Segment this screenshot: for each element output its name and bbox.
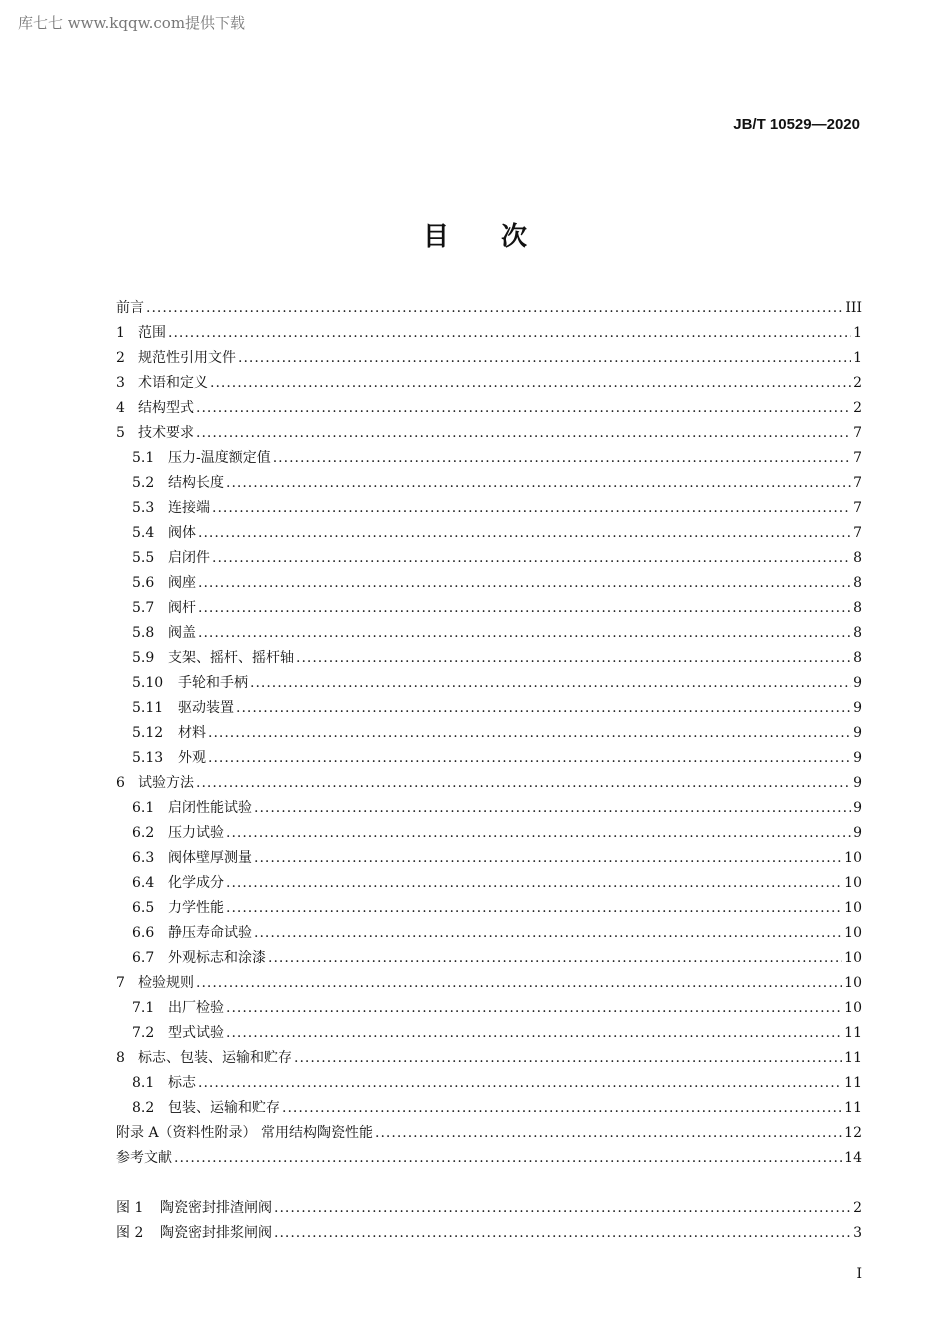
leader-dots: [198, 1071, 842, 1096]
leader-dots: [174, 1146, 842, 1171]
leader-dots: [196, 971, 842, 996]
entry-label: 阀盖: [168, 625, 196, 641]
entry-label: 范围: [138, 325, 166, 341]
entry-page-number: 7: [853, 425, 862, 441]
entry-label: 参考文献: [116, 1150, 172, 1166]
entry-page-number: 10: [844, 925, 862, 941]
entry-page-number: 10: [844, 875, 862, 891]
entry-label: 外观标志和涂漆: [168, 950, 266, 966]
table-of-contents: [116, 296, 862, 1171]
toc-entry[interactable]: [116, 896, 862, 921]
leader-dots: [146, 296, 843, 321]
entry-page-number: 11: [844, 1075, 862, 1091]
entry-number: 5.7: [132, 600, 155, 616]
leader-dots: [274, 1196, 851, 1221]
figure-entry[interactable]: [116, 1196, 862, 1221]
entry-page-number: 10: [844, 1000, 862, 1016]
entry-number: 6: [116, 775, 125, 791]
watermark-text: 库七七 www.kqqw.com提供下载: [18, 14, 246, 32]
entry-page-number: 10: [844, 850, 862, 866]
leader-dots: [226, 896, 842, 921]
toc-entry[interactable]: [116, 471, 862, 496]
toc-entry[interactable]: [116, 396, 862, 421]
entry-number: 5.2: [132, 475, 155, 491]
entry-label: 陶瓷密封排浆闸阀: [160, 1225, 272, 1241]
toc-entry[interactable]: [116, 546, 862, 571]
entry-number: 8.2: [132, 1100, 155, 1116]
entry-page-number: III: [845, 300, 862, 316]
entry-page-number: 9: [853, 775, 862, 791]
entry-page-number: 9: [853, 750, 862, 766]
entry-page-number: 11: [844, 1050, 862, 1066]
entry-number: 5.12: [132, 725, 164, 741]
entry-page-number: 9: [853, 800, 862, 816]
entry-page-number: 8: [853, 600, 862, 616]
toc-entry[interactable]: [116, 821, 862, 846]
entry-number: 4: [116, 400, 125, 416]
entry-number: 5.13: [132, 750, 164, 766]
entry-label: 阀座: [168, 575, 196, 591]
toc-entry[interactable]: [116, 496, 862, 521]
entry-page-number: 9: [853, 675, 862, 691]
entry-page-number: 11: [844, 1025, 862, 1041]
leader-dots: [274, 1221, 851, 1246]
toc-entry[interactable]: [116, 1146, 862, 1171]
toc-entry[interactable]: [116, 721, 862, 746]
entry-number: 2: [116, 350, 125, 366]
toc-entry[interactable]: [116, 771, 862, 796]
entry-label: 标志、包装、运输和贮存: [138, 1050, 292, 1066]
entry-number: 6.6: [132, 925, 155, 941]
entry-label: 压力试验: [168, 825, 224, 841]
toc-entry[interactable]: [116, 796, 862, 821]
toc-entry[interactable]: [116, 521, 862, 546]
toc-entry[interactable]: [116, 1121, 862, 1146]
entry-number: 5.3: [132, 500, 155, 516]
entry-label: 启闭性能试验: [168, 800, 252, 816]
entry-label: 前言: [116, 300, 144, 316]
leader-dots: [238, 346, 851, 371]
entry-page-number: 8: [853, 625, 862, 641]
entry-number: 7: [116, 975, 125, 991]
entry-page-number: 7: [853, 525, 862, 541]
entry-label: 外观: [178, 750, 206, 766]
entry-label: 阀体壁厚测量: [168, 850, 252, 866]
leader-dots: [198, 596, 851, 621]
leader-dots: [268, 946, 842, 971]
entry-label: 化学成分: [168, 875, 224, 891]
entry-label: 结构长度: [168, 475, 224, 491]
leader-dots: [198, 521, 851, 546]
entry-page-number: 9: [853, 725, 862, 741]
leader-dots: [226, 471, 851, 496]
leader-dots: [212, 496, 851, 521]
leader-dots: [196, 771, 851, 796]
entry-label: 陶瓷密封排渣闸阀: [160, 1200, 272, 1216]
toc-entry[interactable]: [116, 871, 862, 896]
entry-number: 图 1: [116, 1200, 144, 1216]
entry-page-number: 10: [844, 975, 862, 991]
entry-number: 6.3: [132, 850, 155, 866]
document-number: JB/T 10529—2020: [733, 116, 860, 133]
entry-number: 1: [116, 325, 125, 341]
leader-dots: [198, 571, 851, 596]
leader-dots: [198, 621, 851, 646]
entry-number: 7.2: [132, 1025, 155, 1041]
entry-page-number: 11: [844, 1100, 862, 1116]
entry-number: 6.1: [132, 800, 155, 816]
entry-label: 试验方法: [138, 775, 194, 791]
toc-entry[interactable]: [116, 1046, 862, 1071]
toc-entry[interactable]: [116, 1071, 862, 1096]
leader-dots: [208, 721, 851, 746]
toc-entry[interactable]: [116, 746, 862, 771]
toc-entry[interactable]: [116, 321, 862, 346]
entry-label: 附录 A（资料性附录） 常用结构陶瓷性能: [116, 1125, 374, 1141]
leader-dots: [210, 371, 851, 396]
toc-entry[interactable]: [116, 1021, 862, 1046]
toc-entry[interactable]: [116, 421, 862, 446]
entry-label: 型式试验: [168, 1025, 224, 1041]
toc-entry[interactable]: [116, 371, 862, 396]
leader-dots: [254, 921, 842, 946]
entry-number: 5: [116, 425, 125, 441]
entry-page-number: 8: [853, 650, 862, 666]
entry-page-number: 14: [844, 1150, 862, 1166]
entry-page-number: 9: [853, 700, 862, 716]
leader-dots: [375, 1121, 842, 1146]
entry-page-number: 2: [853, 375, 862, 391]
entry-page-number: 2: [853, 1200, 862, 1216]
entry-label: 结构型式: [138, 400, 194, 416]
leader-dots: [168, 321, 851, 346]
entry-page-number: 7: [853, 450, 862, 466]
entry-number: 5.5: [132, 550, 155, 566]
leader-dots: [250, 671, 851, 696]
entry-number: 6.5: [132, 900, 155, 916]
leader-dots: [226, 821, 851, 846]
leader-dots: [226, 996, 842, 1021]
entry-page-number: 12: [844, 1125, 862, 1141]
entry-number: 6.2: [132, 825, 155, 841]
page-title: 目次: [422, 222, 579, 252]
toc-entry[interactable]: [116, 296, 862, 321]
leader-dots: [226, 871, 842, 896]
leader-dots: [226, 1021, 842, 1046]
leader-dots: [296, 646, 851, 671]
toc-entry[interactable]: [116, 671, 862, 696]
entry-number: 5.6: [132, 575, 155, 591]
entry-page-number: 1: [853, 325, 862, 341]
entry-label: 包装、运输和贮存: [168, 1100, 280, 1116]
entry-label: 手轮和手柄: [178, 675, 248, 691]
entry-label: 静压寿命试验: [168, 925, 252, 941]
toc-entry[interactable]: [116, 846, 862, 871]
entry-number: 8: [116, 1050, 125, 1066]
leader-dots: [282, 1096, 842, 1121]
figure-list: [116, 1196, 862, 1246]
leader-dots: [196, 421, 851, 446]
entry-label: 技术要求: [138, 425, 194, 441]
entry-number: 5.9: [132, 650, 155, 666]
entry-page-number: 3: [853, 1225, 862, 1241]
entry-label: 术语和定义: [138, 375, 208, 391]
leader-dots: [254, 796, 851, 821]
entry-page-number: 2: [853, 400, 862, 416]
entry-label: 材料: [178, 725, 206, 741]
entry-page-number: 8: [853, 575, 862, 591]
entry-label: 规范性引用文件: [138, 350, 236, 366]
entry-number: 图 2: [116, 1225, 144, 1241]
entry-number: 8.1: [132, 1075, 155, 1091]
entry-page-number: 1: [853, 350, 862, 366]
entry-page-number: 7: [853, 475, 862, 491]
entry-number: 6.4: [132, 875, 155, 891]
toc-entry[interactable]: [116, 621, 862, 646]
leader-dots: [196, 396, 851, 421]
entry-label: 连接端: [168, 500, 210, 516]
leader-dots: [208, 746, 851, 771]
toc-entry[interactable]: [116, 646, 862, 671]
entry-number: 5.1: [132, 450, 155, 466]
leader-dots: [254, 846, 842, 871]
entry-number: 5.11: [132, 700, 164, 716]
entry-page-number: 10: [844, 900, 862, 916]
page-number: I: [856, 1266, 862, 1282]
entry-label: 标志: [168, 1075, 196, 1091]
entry-label: 阀杆: [168, 600, 196, 616]
entry-number: 5.8: [132, 625, 155, 641]
leader-dots: [273, 446, 851, 471]
entry-label: 支架、摇杆、摇杆轴: [168, 650, 294, 666]
toc-entry[interactable]: [116, 446, 862, 471]
entry-label: 检验规则: [138, 975, 194, 991]
leader-dots: [236, 696, 851, 721]
entry-number: 5.10: [132, 675, 164, 691]
toc-entry[interactable]: [116, 946, 862, 971]
entry-page-number: 8: [853, 550, 862, 566]
leader-dots: [212, 546, 851, 571]
toc-entry[interactable]: [116, 921, 862, 946]
toc-entry[interactable]: [116, 571, 862, 596]
toc-entry[interactable]: [116, 596, 862, 621]
entry-label: 阀体: [168, 525, 196, 541]
leader-dots: [294, 1046, 842, 1071]
entry-number: 7.1: [132, 1000, 155, 1016]
entry-page-number: 10: [844, 950, 862, 966]
entry-number: 5.4: [132, 525, 155, 541]
entry-label: 驱动装置: [178, 700, 234, 716]
entry-page-number: 7: [853, 500, 862, 516]
toc-entry[interactable]: [116, 696, 862, 721]
entry-label: 力学性能: [168, 900, 224, 916]
figure-entry[interactable]: [116, 1221, 862, 1246]
entry-label: 启闭件: [168, 550, 210, 566]
toc-entry[interactable]: [116, 971, 862, 996]
entry-number: 6.7: [132, 950, 155, 966]
entry-label: 压力-温度额定值: [168, 450, 271, 466]
entry-number: 3: [116, 375, 125, 391]
toc-entry[interactable]: [116, 996, 862, 1021]
toc-entry[interactable]: [116, 1096, 862, 1121]
entry-label: 出厂检验: [168, 1000, 224, 1016]
entry-page-number: 9: [853, 825, 862, 841]
toc-entry[interactable]: [116, 346, 862, 371]
